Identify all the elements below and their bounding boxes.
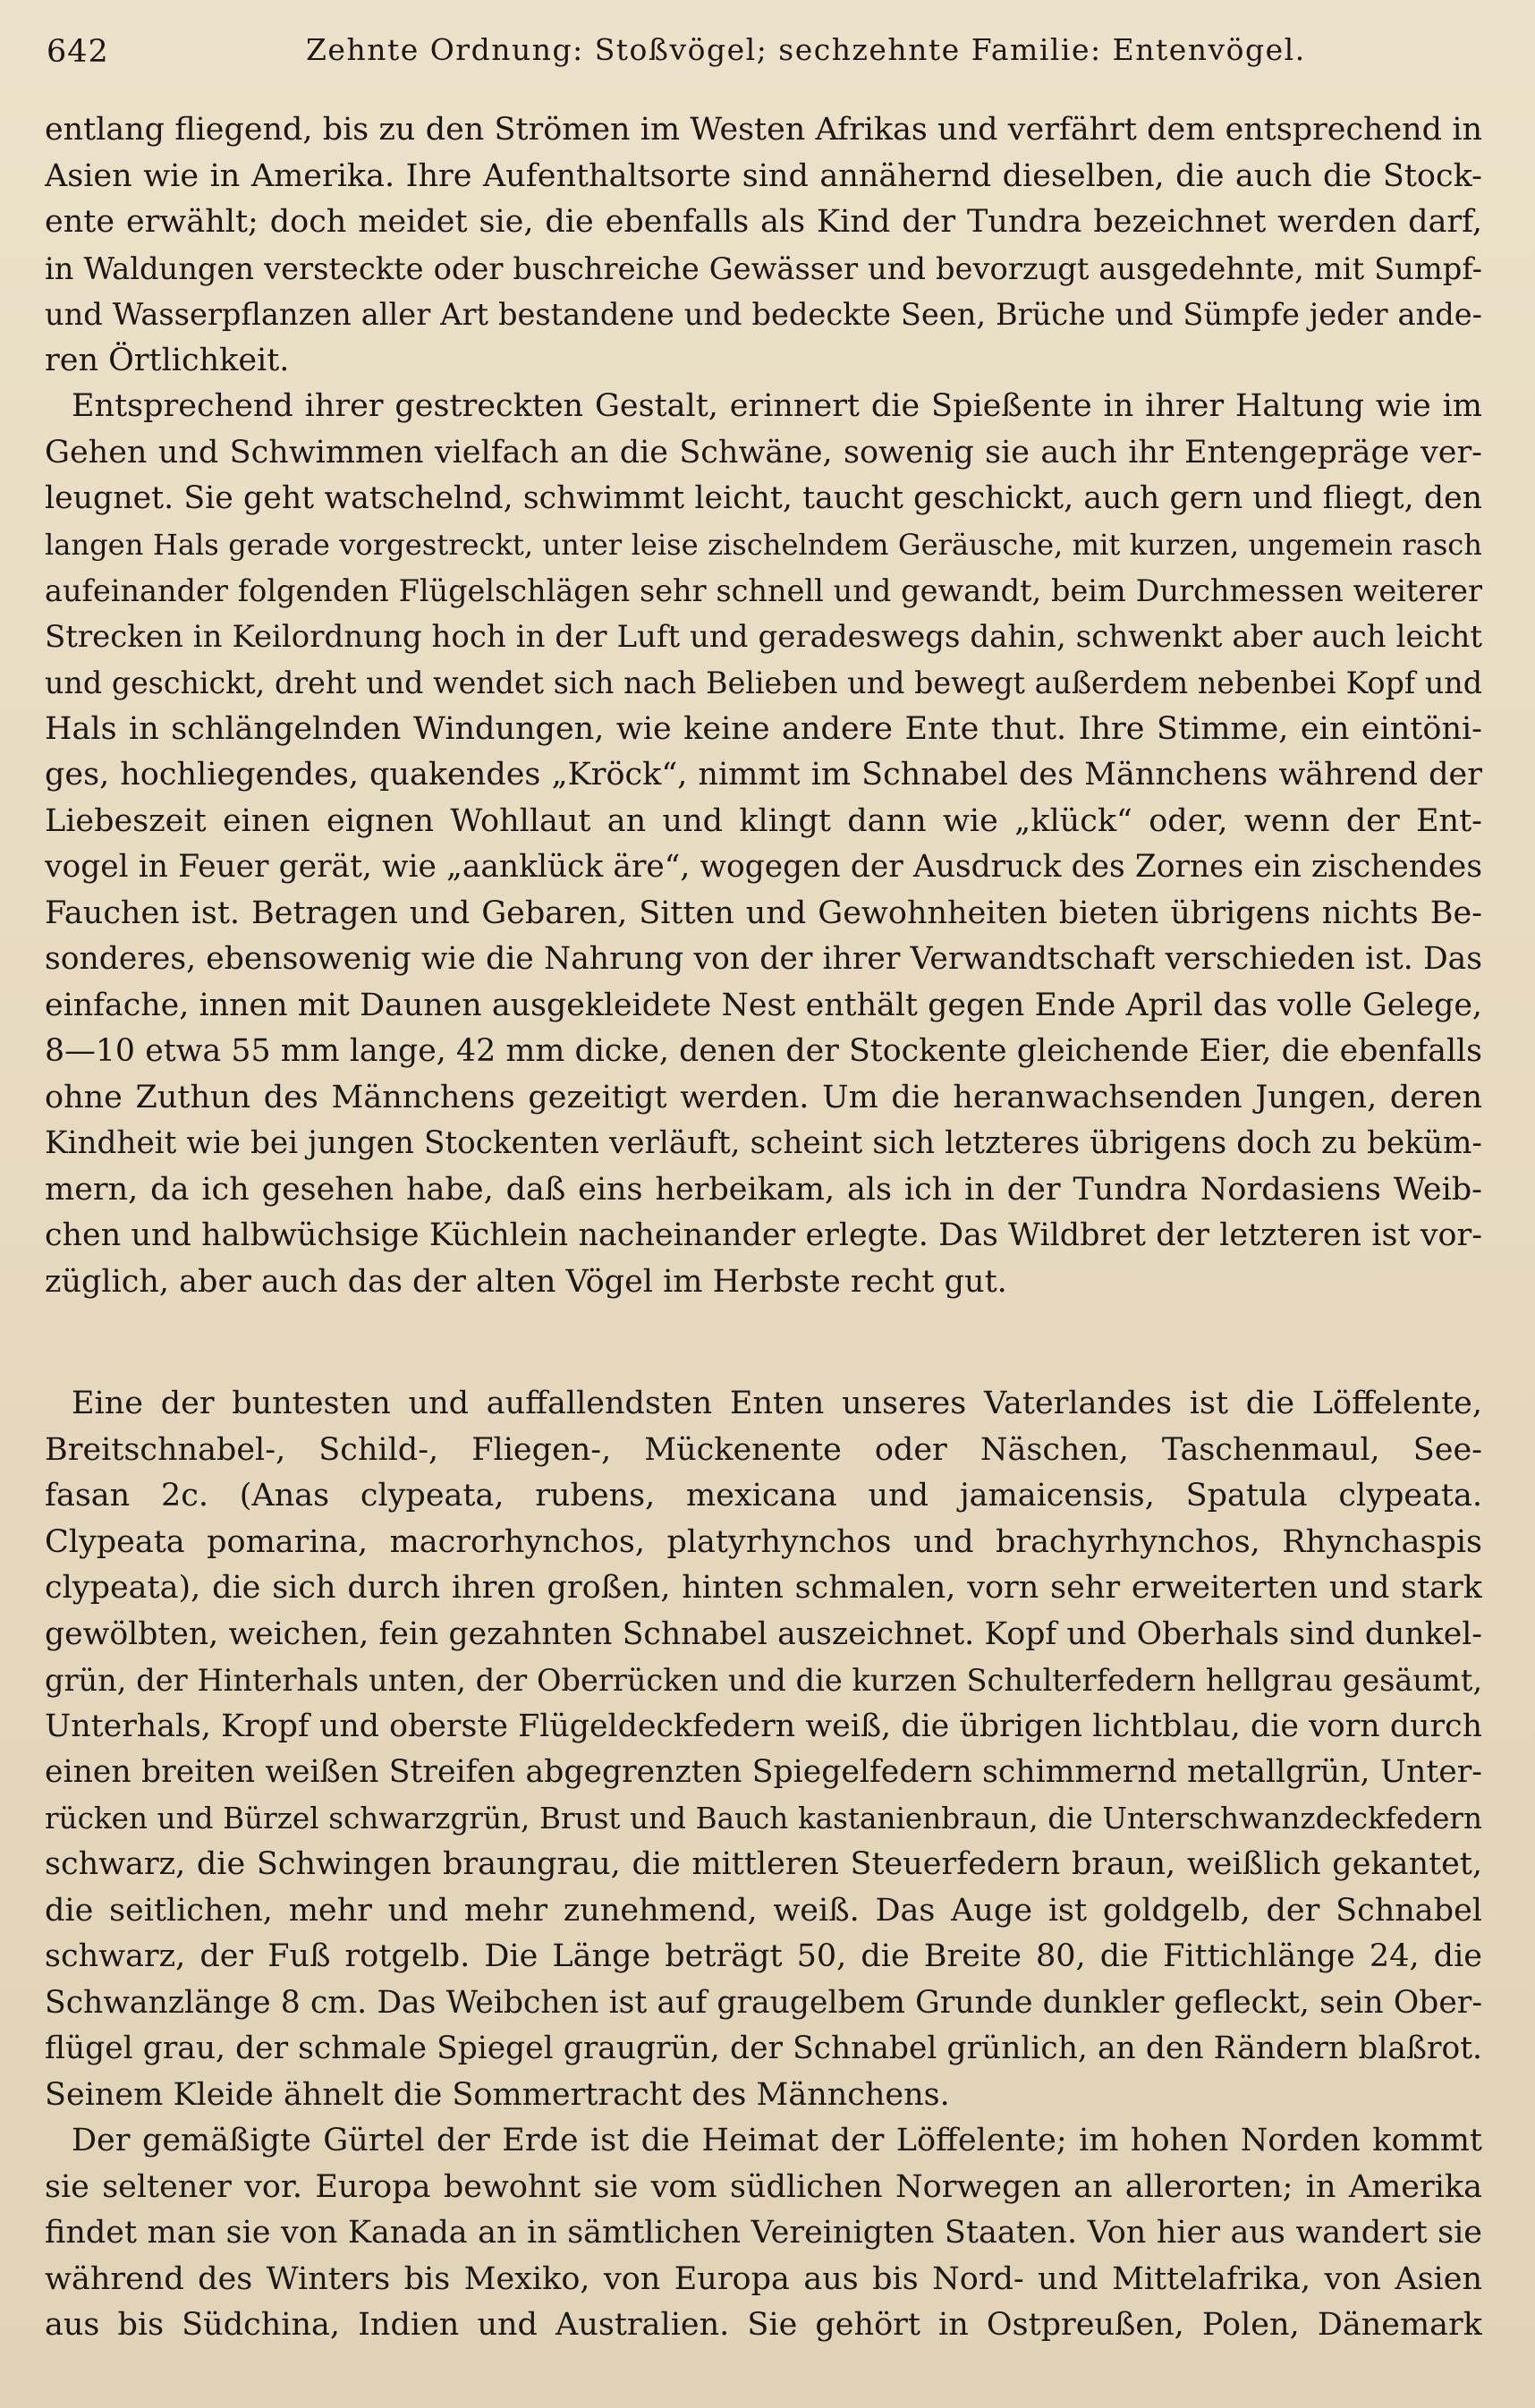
text-line: chen und halbwüchsige Küchlein nacheinander erlegte. Das Wildbret der letzteren ist vor-	[45, 1217, 1482, 1253]
text-line: langen Hals gerade vorgestreckt, unter leise zischelndem Geräusche, mit kurzen, ungemein rasch	[45, 527, 1482, 562]
paragraph	[45, 1381, 1482, 2118]
text-line: Clypeata pomarina, macrorhynchos, platyrhynchos und brachyrhynchos, Rhynchaspis	[45, 1523, 1482, 1560]
paragraph	[45, 2118, 1482, 2349]
text-line: 8—10 etwa 55 mm lange, 42 mm dicke, denen der Stockente gleichende Eier, die ebenfalls	[45, 1033, 1482, 1069]
text-line: aufeinander folgenden Flügelschlägen sehr schnell und gewandt, beim Durchmessen weiterer	[45, 573, 1482, 608]
text-line: Hals in schlängelnden Windungen, wie keine andere Ente thut. Ihre Stimme, ein eintöni-	[45, 710, 1482, 747]
text-line: einfache, innen mit Daunen ausgekleidete Nest enthält gegen Ende April das volle Gelege,	[45, 987, 1482, 1023]
body-text	[45, 107, 1482, 2349]
text-line: Seinem Kleide ähnelt die Sommertracht des Männchens.	[45, 2076, 950, 2113]
text-line: fasan 2c. (Anas clypeata, rubens, mexicana und jamaicensis, Spatula clypeata.	[45, 1478, 1482, 1513]
section-gap	[45, 1305, 1482, 1381]
text-line: grün, der Hinterhals unten, der Oberrücken und die kurzen Schulterfedern hellgrau gesäumt,	[45, 1663, 1482, 1698]
text-line: Der gemäßigte Gürtel der Erde ist die Heimat der Löffelente; im hohen Norden kommt	[72, 2123, 1482, 2158]
text-line: flügel grau, der schmale Spiegel graugrün, der Schnabel grünlich, an den Rändern blaßrot.	[45, 2031, 1482, 2066]
text-line: entlang fliegend, bis zu den Strömen im Westen Afrikas und verfährt dem entsprechend in	[45, 112, 1482, 148]
text-line: aus bis Südchina, Indien und Australien. Sie gehört in Ostpreußen, Polen, Dänemark	[45, 2307, 1482, 2343]
text-line: sonderes, ebensowenig wie die Nahrung von der ihrer Verwandtschaft verschieden ist. Das	[45, 941, 1482, 977]
text-line: Schwanzlänge 8 cm. Das Weibchen ist auf graugelbem Grunde dunkler gefleckt, sein Ober-	[45, 1984, 1482, 2021]
text-line: Breitschnabel-, Schild-, Fliegen-, Mückenente oder Näschen, Taschenmaul, See-	[45, 1431, 1482, 1468]
running-title: Zehnte Ordnung: Stoßvögel; sechzehnte Familie: Entenvögel.	[306, 32, 1306, 67]
text-line: ges, hochliegendes, quakendes „Kröck“, nimmt im Schnabel des Männchens während der	[45, 757, 1482, 793]
text-line: vogel in Feuer gerät, wie „aanklück äre“, wogegen der Ausdruck des Zornes ein zischendes	[45, 849, 1482, 885]
text-line: die seitlichen, mehr und mehr zunehmend, weiß. Das Auge ist goldgelb, der Schnabel	[45, 1892, 1482, 1929]
page-number: 642	[47, 34, 109, 70]
text-line: einen breiten weißen Streifen abgegrenzten Spiegelfedern schimmernd metallgrün, Unter-	[45, 1754, 1482, 1790]
text-line: ente erwählt; doch meidet sie, die ebenfalls als Kind der Tundra bezeichnet werden darf,	[45, 204, 1482, 240]
text-line: Unterhals, Kropf und oberste Flügeldeckfedern weiß, die übrigen lichtblau, die vorn durch	[45, 1708, 1482, 1744]
text-line: Kindheit wie bei jungen Stockenten verläuft, scheint sich letzteres übrigens doch zu beküm-	[45, 1125, 1482, 1161]
text-line: schwarz, die Schwingen braungrau, die mittleren Steuerfedern braun, weißlich gekantet,	[45, 1846, 1482, 1882]
text-line: schwarz, der Fuß rotgelb. Die Länge beträgt 50, die Breite 80, die Fittichlänge 24, die	[45, 1938, 1482, 1974]
text-line: Fauchen ist. Betragen und Gebaren, Sitten und Gewohnheiten bieten übrigens nichts Be-	[45, 895, 1482, 931]
text-line: Asien wie in Amerika. Ihre Aufenthaltsorte sind annähernd dieselben, die auch die Stock-	[45, 157, 1482, 194]
text-line: findet man sie von Kanada an in sämtlichen Vereinigten Staaten. Von hier aus wandert sie	[45, 2215, 1482, 2251]
page-header	[47, 27, 1478, 89]
text-line: Strecken in Keilordnung hoch in der Luft und geradeswegs dahin, schwenkt aber auch leicht	[45, 618, 1482, 655]
text-line: leugnet. Sie geht watschelnd, schwimmt leicht, taucht geschickt, auch gern und fliegt, den	[45, 480, 1482, 516]
text-line: ohne Zuthun des Männchens gezeitigt werden. Um die heranwachsenden Jungen, deren	[45, 1079, 1482, 1115]
text-line: Gehen und Schwimmen vielfach an die Schwäne, sowenig sie auch ihr Entengepräge ver-	[45, 434, 1482, 471]
text-line: clypeata), die sich durch ihren großen, hinten schmalen, vorn sehr erweiterten und stark	[45, 1570, 1482, 1606]
text-line: Eine der buntesten und auffallendsten Enten unseres Vaterlandes ist die Löffelente,	[72, 1386, 1482, 1421]
text-line: Entsprechend ihrer gestreckten Gestalt, erinnert die Spießente in ihrer Haltung wie im	[72, 388, 1482, 424]
text-line: sie seltener vor. Europa bewohnt sie vom südlichen Norwegen an allerorten; in Amerika	[45, 2168, 1482, 2205]
text-line: Liebeszeit einen eignen Wohllaut an und klingt dann wie „klück“ oder, wenn der Ent-	[45, 802, 1482, 839]
text-line: während des Winters bis Mexiko, von Europa aus bis Nord- und Mittelafrika, von Asien	[45, 2260, 1482, 2297]
text-line: ren Örtlichkeit.	[45, 342, 290, 378]
text-line: und geschickt, dreht und wendet sich nach Belieben und bewegt außerdem nebenbei Kopf und	[45, 666, 1482, 700]
text-line: mern, da ich gesehen habe, daß eins herbeikam, als ich in der Tundra Nordasiens Weib-	[45, 1171, 1482, 1208]
paragraph	[45, 107, 1482, 384]
text-line: rücken und Bürzel schwarzgrün, Brust und Bauch kastanienbraun, die Unterschwanzdeckfedern	[45, 1801, 1482, 1836]
paragraph	[45, 384, 1482, 1305]
text-line: gewölbten, weichen, fein gezahnten Schnabel auszeichnet. Kopf und Oberhals sind dunkel-	[45, 1615, 1482, 1652]
text-line: und Wasserpflanzen aller Art bestandene und bedeckte Seen, Brüche und Sümpfe jeder ande-	[45, 297, 1482, 332]
text-line: in Waldungen versteckte oder buschreiche Gewässer und bevorzugt ausgedehnte, mit Sumpf-	[45, 250, 1482, 286]
text-line: züglich, aber auch das der alten Vögel im Herbste recht gut.	[45, 1263, 1007, 1300]
